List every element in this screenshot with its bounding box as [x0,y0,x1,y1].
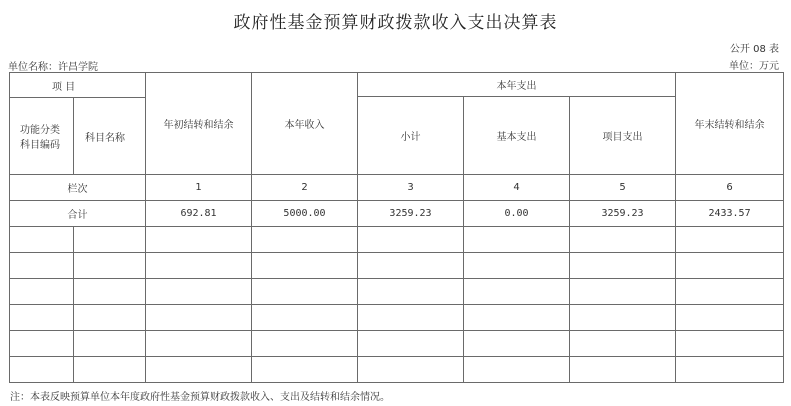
col-no: 6 [676,175,784,201]
col-no: 4 [464,175,570,201]
total-row-label: 合计 [10,201,146,227]
table-row [10,305,784,331]
form-number: 公开 08 表 [729,44,779,55]
budget-table [9,72,784,383]
subject-name-header: 科目名称 [85,133,125,144]
col-no: 5 [570,175,676,201]
col-no: 3 [358,175,464,201]
basic-expenditure-value: 0.00 [464,201,570,227]
func-code-header: 功能分类科目编码 [20,125,60,151]
col-no: 2 [252,175,358,201]
total-row [10,201,784,227]
table-row [10,227,784,253]
table-row [10,357,784,383]
subtotal-header: 小计 [358,97,464,175]
subtotal-value: 3259.23 [358,201,464,227]
column-number-row [10,175,784,201]
expenditure-header: 本年支出 [358,73,676,97]
income-value: 5000.00 [252,201,358,227]
table-row [10,279,784,305]
closing-balance-value: 2433.57 [676,201,784,227]
table-row [10,253,784,279]
item-header-cell [10,73,146,175]
opening-balance-header: 年初结转和结余 [146,73,252,175]
page-title: 政府性基金预算财政拨款收入支出决算表 [233,13,558,33]
opening-balance-value: 692.81 [146,201,252,227]
footnote: 注：本表反映预算单位本年度政府性基金预算财政拨款收入、支出及结转和结余情况。 [10,392,390,403]
currency-unit: 单位：万元 [729,61,779,72]
basic-expenditure-header: 基本支出 [464,97,570,175]
income-header: 本年收入 [252,73,358,175]
closing-balance-header: 年末结转和结余 [676,73,784,175]
project-expenditure-value: 3259.23 [570,201,676,227]
project-expenditure-header: 项目支出 [570,97,676,175]
col-no: 1 [146,175,252,201]
column-row-label: 栏次 [10,175,146,201]
table-row [10,331,784,357]
unit-name: 单位名称：许昌学院 [8,62,98,73]
item-header: 项 目 [52,82,76,93]
